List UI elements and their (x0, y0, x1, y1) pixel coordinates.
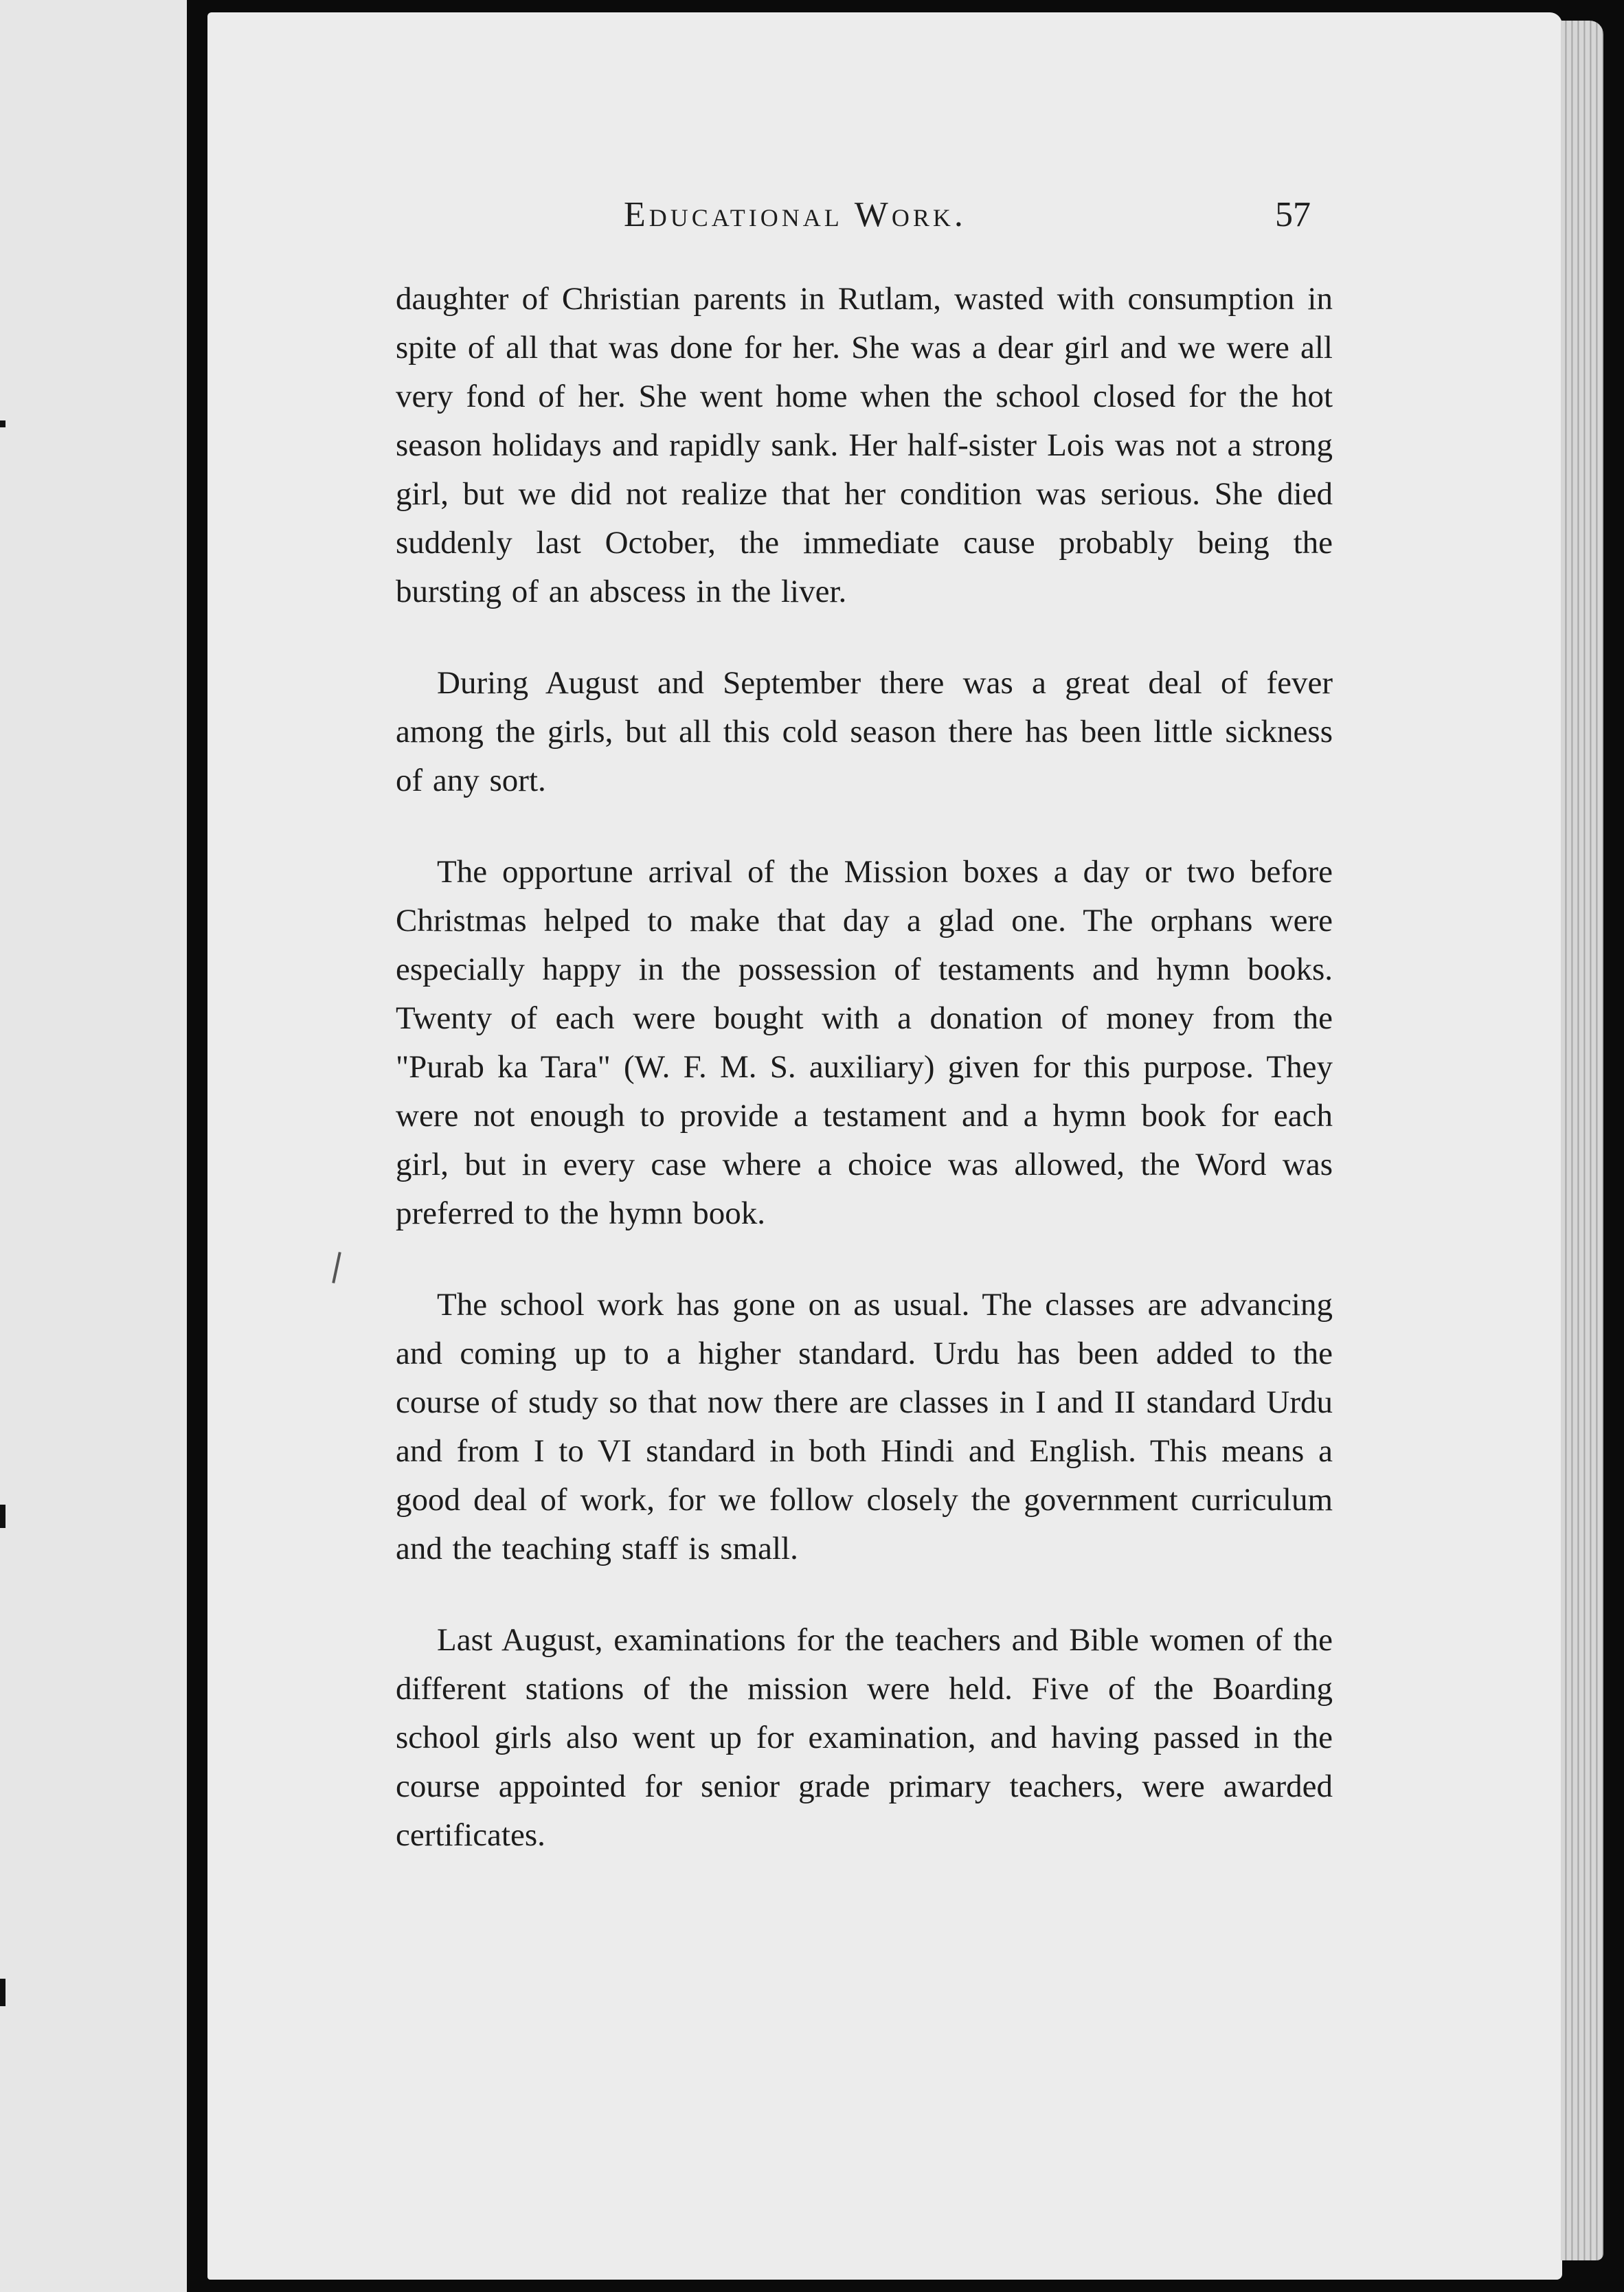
page-header (0, 194, 1624, 249)
page-number: 57 (1275, 195, 1311, 234)
facing-page-edge (0, 0, 187, 2292)
book-gutter (187, 0, 207, 2292)
paragraph-fever: During August and September there was a great deal of fever among the girls, but all this cold season there has been little sickness of any sort. (396, 665, 1333, 798)
paragraph-continued: daughter of Christian parents in Rutlam, wasted with consumption in spite of all that was done for her. She was a dear girl and we were all very fond of her. She went home when the school closed for the hot season holidays and rapidly sank. Her half-sister Lois was not a strong girl, but we did not realize that her condition was serious. She died suddenly last October, the immediate cause probably being the bursting of an abscess in the liver. (396, 281, 1333, 609)
facing-page-marks (0, 0, 7, 2292)
paragraph-christmas-boxes: The opportune arrival of the Mission boxes a day or two before Christmas helped to make that day a glad one. The orphans were especially happy in the possession of testaments and hymn books. Twenty of each were bought with a donation of money from the "Purab ka Tara" (W. F. M. S. auxiliary) given for this purpose. They were not enough to provide a testament and a hymn book for each girl, but in every case where a choice was allowed, the Word was preferred to the hymn book. (396, 854, 1333, 1231)
running-head: Educational Work. (624, 195, 967, 234)
page-fore-edge (1561, 21, 1603, 2260)
paragraph-examinations: Last August, examinations for the teachers and Bible women of the different stations of the mission were held. Five of the Boarding school girls also went up for examination, and having passed in the course appointed for senior grade primary teachers, were awarded certificates. (396, 1622, 1333, 1853)
paragraph-school-work: The school work has gone on as usual. The classes are advancing and coming up to a higher standard. Urdu has been added to the course of study so that now there are classes in I and II standard Urdu and from I to VI standard in both Hindi and English. This means a good deal of work, for we follow closely the government curriculum and the teaching staff is small. (396, 1287, 1333, 1566)
page-body (396, 275, 1333, 1860)
